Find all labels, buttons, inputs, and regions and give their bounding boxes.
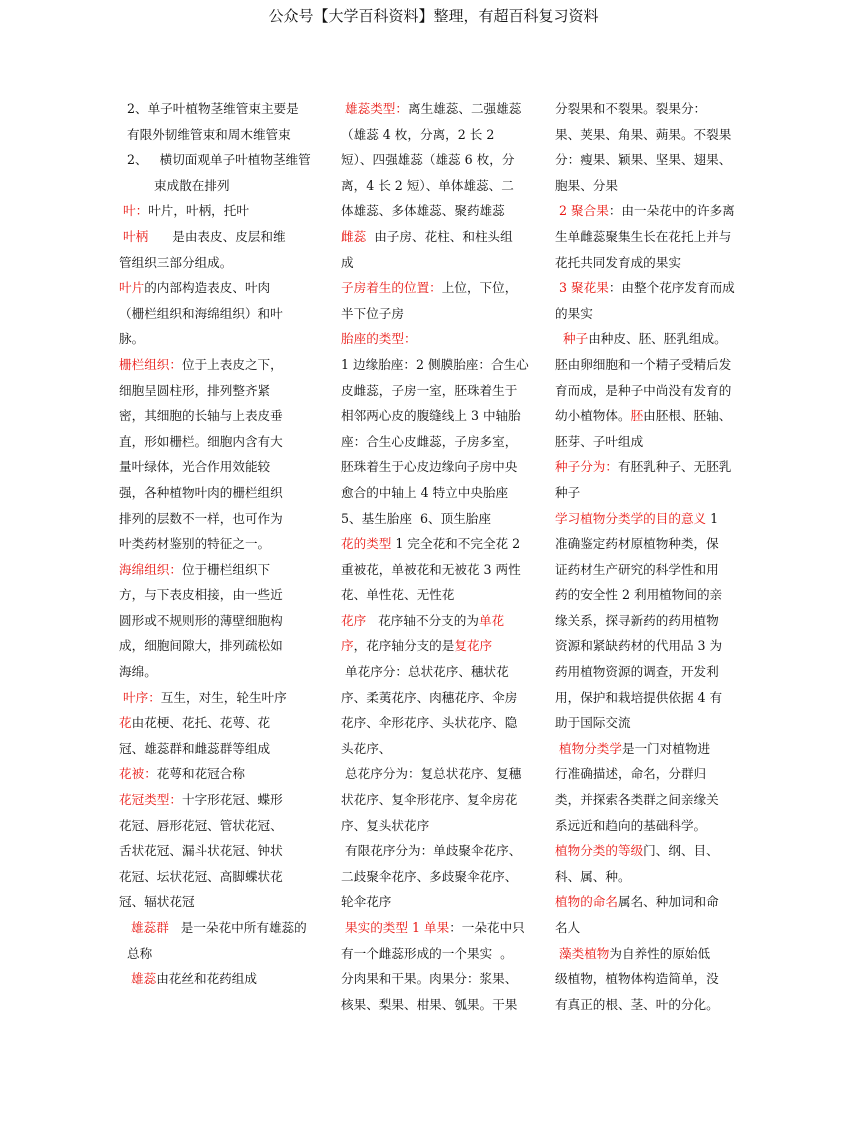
text-segment: 花、单性花、无性花 [341, 587, 455, 603]
highlight-term: 花 [119, 715, 132, 731]
text-segment: 成，细胞间隙大，排列疏松如 [119, 638, 283, 654]
text-segment: 成 [341, 254, 354, 270]
text-line [341, 608, 541, 634]
text-line [119, 915, 319, 941]
text-line [555, 378, 755, 404]
text-segment: 核果、梨果、柑果、瓠果。干果 [341, 996, 518, 1012]
text-segment: 花托共同发育成的果实 [555, 254, 681, 270]
text-line [119, 761, 319, 787]
text-segment: ：由整个花序发育而成 [608, 280, 735, 296]
text-line [341, 915, 541, 941]
text-segment: 果、荚果、角果、蒴果。不裂果 [555, 126, 732, 142]
highlight-term: 植物分类学 [555, 740, 622, 756]
highlight-term: 胚 [630, 408, 644, 424]
column-left [119, 96, 319, 992]
text-segment: 类，并探索各类群之间亲缘关 [555, 792, 719, 808]
text-segment: 上位，下位， [441, 280, 518, 296]
text-segment: 5、基生胎座 6、顶生胎座 [341, 510, 491, 526]
highlight-term: 复花序 [454, 638, 493, 654]
text-segment: 管组织三部分组成。 [119, 254, 233, 270]
text-line [555, 685, 755, 711]
text-segment: 有胚乳种子、无胚乳 [617, 459, 732, 475]
text-segment: 有一个雌蕊形成的一个果实 。 [341, 945, 513, 961]
text-line [341, 633, 541, 659]
text-line [555, 889, 755, 915]
highlight-term: 学习植物分类学的目的意义 [555, 510, 707, 526]
text-segment: 花序轴不分支的为 [366, 612, 479, 628]
text-segment: 属名、种加词和命 [617, 894, 719, 910]
text-line [555, 864, 755, 890]
text-line [119, 966, 319, 992]
highlight-term: 单花 [478, 612, 505, 628]
text-segment: 海绵。 [119, 664, 157, 680]
text-segment: ：由一朵花中的许多离 [608, 203, 735, 219]
text-segment: 由花丝和花药组成 [156, 971, 257, 987]
text-line [341, 429, 541, 455]
text-segment: 胞果、分果 [555, 177, 618, 193]
text-segment: 缘关系，探寻新药的药用植物 [555, 612, 719, 628]
highlight-term: 花冠类型： [119, 792, 182, 808]
text-line [341, 122, 541, 148]
text-segment: 由子房、花柱、和柱头组 [366, 228, 513, 244]
text-segment: 十字形花冠、蝶形 [181, 792, 283, 808]
text-line [119, 736, 319, 762]
text-line [341, 250, 541, 276]
text-line [555, 531, 755, 557]
text-line [555, 480, 755, 506]
text-segment: 有限外韧维管束和周木维管束 [127, 126, 291, 142]
text-segment: 量叶绿体，光合作用效能较 [119, 459, 271, 475]
text-line [119, 889, 319, 915]
text-line [341, 147, 541, 173]
highlight-term: 雌蕊 [341, 228, 367, 244]
text-line [341, 813, 541, 839]
text-line [555, 557, 755, 583]
text-line [555, 813, 755, 839]
text-line [341, 685, 541, 711]
text-segment: 1 完全花和不完全花 2 [391, 536, 521, 552]
text-line [119, 429, 319, 455]
text-line [555, 198, 755, 224]
text-line [341, 506, 541, 532]
text-line [555, 173, 755, 199]
text-line [119, 864, 319, 890]
text-line [341, 275, 541, 301]
text-line [555, 659, 755, 685]
text-segment: 强，各种植物叶肉的栅栏组织 [119, 484, 283, 500]
text-line [119, 403, 319, 429]
text-line [119, 275, 319, 301]
text-line [119, 506, 319, 532]
text-line [119, 454, 319, 480]
highlight-term: 2 聚合果 [555, 203, 609, 219]
text-line [341, 326, 541, 352]
text-line [341, 198, 541, 224]
text-line [119, 378, 319, 404]
text-segment: 科、属、种。 [555, 868, 631, 884]
text-segment: 花萼和花冠合称 [156, 766, 245, 782]
text-segment: （雄蕊 4 枚，分离，2 长 2 [341, 126, 495, 142]
highlight-term: 雄蕊群 [127, 920, 169, 935]
text-line [555, 787, 755, 813]
text-segment: 方，与下表皮相接，由一些近 [119, 587, 283, 603]
text-segment: 有限花序分为：单歧聚伞花序、 [341, 843, 522, 859]
text-segment: 半下位子房 [341, 305, 404, 321]
text-line [555, 941, 755, 967]
text-line [119, 147, 319, 173]
text-line [555, 403, 755, 429]
text-line [555, 915, 755, 941]
text-line [555, 224, 755, 250]
highlight-term: 雄蕊 [127, 971, 157, 987]
highlight-term: 花序 [341, 612, 367, 628]
text-segment: 皮雌蕊，子房一室，胚珠着生于 [341, 382, 518, 398]
text-segment: 密，其细胞的长轴与上表皮垂 [119, 408, 283, 424]
text-line [119, 685, 319, 711]
text-segment: 花序、伞形花序、头状花序、隐 [341, 715, 518, 731]
text-segment: 门、纲、目、 [643, 843, 719, 859]
text-line [555, 301, 755, 327]
text-line [119, 710, 319, 736]
text-segment: 胚芽、子叶组成 [555, 433, 644, 449]
text-segment: 束成散在排列 [154, 177, 230, 193]
text-segment: 离生雄蕊、二强雄蕊 [407, 101, 522, 116]
page-header: 公众号【大学百科资料】整理，有超百科复习资料 [268, 7, 599, 25]
text-segment: 细胞呈圆柱形，排列整齐紧 [119, 382, 271, 398]
text-segment: 的果实 [555, 305, 593, 321]
text-line [341, 173, 541, 199]
text-line [555, 326, 755, 352]
text-line [119, 352, 319, 378]
text-line [341, 480, 541, 506]
text-line [119, 173, 319, 199]
text-segment: 级植物，植物体构造简单，没 [555, 971, 719, 987]
text-segment: 药用植物资源的调查，开发利 [555, 664, 719, 680]
text-line [555, 275, 755, 301]
text-segment: 由种皮、胚、胚乳组成。 [588, 331, 727, 347]
text-segment: 分肉果和干果。肉果分：浆果、 [341, 971, 518, 987]
text-segment: ，花序轴分支的是 [353, 638, 455, 654]
text-segment: 证药材生产研究的科学性和用 [555, 561, 719, 577]
text-segment: 育而成，是种子中尚没有发育的 [555, 382, 732, 398]
text-line [119, 659, 319, 685]
text-segment: 二歧聚伞花序、多歧聚伞花序、 [341, 868, 518, 884]
text-segment: 轮伞花序 [341, 894, 392, 910]
highlight-term: 3 聚花果 [555, 280, 609, 296]
highlight-term: 种子分为： [555, 459, 618, 475]
text-segment: 叶类药材鉴别的特征之一。 [119, 536, 271, 552]
text-segment: 是一门对植物进 [621, 740, 711, 756]
highlight-term: 栅栏组织： [119, 356, 182, 372]
text-line [119, 838, 319, 864]
text-line [119, 633, 319, 659]
text-line [341, 787, 541, 813]
text-segment: 序、复头状花序 [341, 817, 430, 833]
text-line [555, 608, 755, 634]
text-line [555, 122, 755, 148]
text-line [555, 147, 755, 173]
highlight-term: 花被： [119, 766, 157, 782]
text-line [119, 582, 319, 608]
text-segment: 药的安全性 2 利用植物间的亲 [555, 587, 723, 603]
text-segment: 资源和紧缺药材的代用品 3 为 [555, 638, 723, 654]
text-segment: 花冠、坛状花冠、高脚蝶状花 [119, 868, 283, 884]
text-segment: 重被花，单被花和无被花 3 两性 [341, 561, 521, 577]
text-segment: 胚珠着生于心皮边缘向子房中央 [341, 459, 518, 475]
text-segment: 幼小植物体。 [555, 408, 631, 424]
text-segment: 是一朵花中所有雄蕊的 [168, 920, 307, 935]
text-line [555, 454, 755, 480]
highlight-term: 海绵组织： [119, 561, 182, 577]
text-segment: 行准确描述，命名，分群归 [555, 766, 707, 782]
text-line [341, 710, 541, 736]
text-line [341, 864, 541, 890]
text-segment: 圆形或不规则形的薄壁细胞构 [119, 612, 283, 628]
text-segment: 冠、辐状花冠 [119, 894, 195, 910]
text-line [119, 122, 319, 148]
text-segment: 2、单子叶植物茎维管束主要是 [127, 101, 299, 116]
text-segment: 胚由卵细胞和一个精子受精后发 [555, 356, 732, 372]
text-line [555, 710, 755, 736]
text-line [555, 966, 755, 992]
text-segment: 的内部构造表皮、叶肉 [144, 280, 271, 296]
text-segment: 花冠、唇形花冠、管状花冠、 [119, 817, 283, 833]
text-segment: 叶片，叶柄，托叶 [148, 203, 249, 219]
text-line [341, 941, 541, 967]
text-line [555, 992, 755, 1018]
text-line [341, 96, 541, 122]
text-segment: 生单雌蕊聚集生长在花托上并与 [555, 228, 732, 244]
text-line [555, 96, 755, 122]
highlight-term: 植物分类的等级 [555, 843, 644, 859]
text-line [555, 582, 755, 608]
text-line [555, 250, 755, 276]
text-line [119, 198, 319, 224]
text-segment: 分裂果和不裂果。裂果分： [555, 101, 707, 116]
text-line [341, 966, 541, 992]
text-segment: 助于国际交流 [555, 715, 631, 731]
text-segment: 有真正的根、茎、叶的分化。 [555, 996, 719, 1012]
text-line [119, 480, 319, 506]
text-segment: 总称 [127, 945, 153, 961]
text-segment: 单花序分：总状花序、穗状花 [341, 664, 509, 680]
highlight-term: 叶： [119, 203, 149, 219]
highlight-term: 叶柄 [119, 228, 149, 244]
text-segment: 脉。 [119, 331, 145, 347]
text-segment: 相邻两心皮的腹缝线上 3 中轴胎 [341, 408, 521, 424]
text-line [341, 838, 541, 864]
text-segment: 2、 横切面观单子叶植物茎维管 [127, 152, 311, 168]
text-segment: 总花序分为：复总状花序、复穗 [341, 766, 522, 782]
text-segment: 状花序、复伞形花序、复伞房花 [341, 792, 518, 808]
text-line [119, 326, 319, 352]
text-segment: 由花梗、花托、花萼、花 [131, 715, 271, 731]
text-line [119, 531, 319, 557]
text-line [119, 557, 319, 583]
highlight-term: 叶片 [119, 280, 145, 296]
text-line [555, 633, 755, 659]
text-line [341, 582, 541, 608]
text-segment: 序、柔荑花序、肉穗花序、伞房 [341, 689, 518, 705]
text-line [119, 813, 319, 839]
column-right [555, 96, 755, 1017]
text-segment: 离，4 长 2 短）、单体雄蕊、二 [341, 177, 514, 193]
column-middle [341, 96, 541, 1017]
text-line [555, 736, 755, 762]
text-line [341, 531, 541, 557]
text-segment: 名人 [555, 920, 581, 935]
text-segment: 1 [706, 510, 719, 526]
text-line [119, 787, 319, 813]
text-line [119, 941, 319, 967]
text-line [555, 429, 755, 455]
text-line [119, 96, 319, 122]
text-segment: 分：瘦果、颖果、坚果、翅果、 [555, 152, 732, 168]
text-line [341, 659, 541, 685]
text-line [555, 352, 755, 378]
text-segment: 由胚根、胚轴、 [643, 408, 732, 424]
text-segment: 位于栅栏组织下 [181, 561, 271, 577]
highlight-term: 果实的类型 1 单果 [341, 920, 450, 935]
text-segment: ：一朵花中只 [449, 920, 525, 935]
text-line [341, 352, 541, 378]
highlight-term: 藻类植物 [555, 945, 610, 961]
text-line [341, 454, 541, 480]
text-segment: 位于上表皮之下， [181, 356, 283, 372]
text-segment: 排列的层数不一样，也可作为 [119, 510, 283, 526]
text-segment: 是由表皮、皮层和维 [148, 228, 286, 244]
highlight-term: 种子 [555, 331, 589, 347]
text-segment: 座：合生心皮雌蕊，子房多室， [341, 433, 518, 449]
text-line [555, 838, 755, 864]
text-line [341, 378, 541, 404]
highlight-term: 植物的命名 [555, 894, 618, 910]
highlight-term: 雄蕊类型： [341, 101, 408, 116]
text-segment: 准确鉴定药材原植物种类，保 [555, 536, 719, 552]
text-segment: 系远近和趋向的基础科学。 [555, 817, 707, 833]
text-segment: 种子 [555, 484, 581, 500]
text-segment: 体雄蕊、多体雄蕊、聚药雄蕊 [341, 203, 505, 219]
text-segment: （栅栏组织和海绵组织）和叶 [119, 305, 283, 321]
highlight-term: 序 [341, 638, 354, 654]
text-line [119, 608, 319, 634]
text-segment: 为自养性的原始低 [609, 945, 711, 961]
text-segment: 冠、雄蕊群和雌蕊群等组成 [119, 740, 271, 756]
text-segment: 头花序、 [341, 740, 392, 756]
text-line [341, 557, 541, 583]
text-segment: 直，形如栅栏。细胞内含有大 [119, 433, 283, 449]
highlight-term: 叶序： [119, 689, 161, 705]
text-line [341, 736, 541, 762]
text-line [555, 506, 755, 532]
highlight-term: 胎座的类型： [341, 331, 417, 347]
text-line [341, 301, 541, 327]
text-segment: 1 边缘胎座：2 侧膜胎座：合生心 [341, 356, 529, 372]
text-segment: 舌状花冠、漏斗状花冠、钟状 [119, 843, 283, 859]
text-line [341, 403, 541, 429]
text-segment: 互生，对生，轮生叶序 [160, 689, 287, 705]
text-segment: 愈合的中轴上 4 特立中央胎座 [341, 484, 509, 500]
text-segment: 短）、四强雄蕊（雄蕊 6 枚，分 [341, 152, 515, 168]
text-line [341, 992, 541, 1018]
text-line [341, 889, 541, 915]
highlight-term: 花的类型 [341, 536, 392, 552]
text-segment: 用，保护和栽培提供依据 4 有 [555, 689, 723, 705]
text-line [119, 250, 319, 276]
text-line [341, 761, 541, 787]
text-line [119, 224, 319, 250]
highlight-term: 子房着生的位置： [341, 280, 442, 296]
text-line [341, 224, 541, 250]
text-line [119, 301, 319, 327]
text-line [555, 761, 755, 787]
